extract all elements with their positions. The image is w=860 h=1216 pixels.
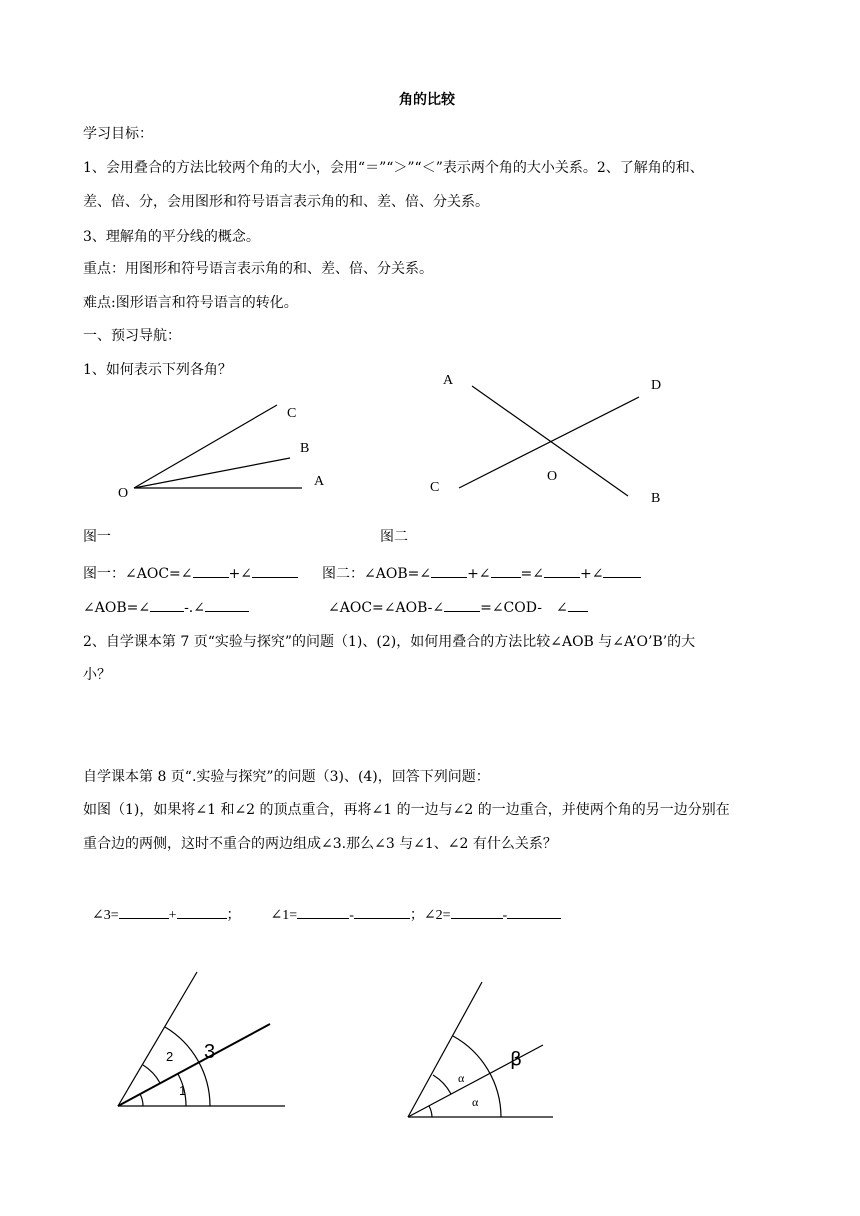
objective-3: 3、理解角的平分线的概念。 (83, 229, 260, 245)
fig2-label-d: D (651, 378, 662, 393)
fig2-label-c: C (430, 480, 440, 495)
objective-1-line2: 差、倍、分，会用图形和符号语言表示角的和、差、倍、分关系。 (83, 194, 489, 210)
objective-1-line1: 1、会用叠合的方法比较两个角的大小，会用“＝”“＞”“＜”表示两个角的大小关系。2、了解角的和、 (83, 160, 704, 176)
figure-2-caption: 图二 (380, 529, 408, 545)
fill-3-c: ∠2= (423, 908, 451, 923)
fill-3-sep2: ； (409, 908, 424, 923)
figure-1-caption: 图一 (83, 529, 111, 545)
fig1-label-b: B (300, 441, 310, 456)
fig3-label-3: 3 (204, 1041, 216, 1063)
fill-2-left-prefix: ∠AOB=∠ (83, 600, 151, 616)
key-point: 重点：用图形和符号语言表示角的和、差、倍、分关系。 (83, 261, 433, 277)
fill-1-left-prefix: 图一：∠AOC=∠ (83, 566, 193, 582)
fig4-label-alpha-bottom: α (472, 1095, 479, 1109)
fill-1-right-plus2: +∠ (580, 566, 604, 582)
fill-3-minus2: - (502, 908, 508, 923)
figure-question-line2: 重合边的两侧，这时不重合的两边组成∠3.那么∠3 与∠1、∠2 有什么关系？ (83, 836, 557, 852)
fill-1-right-eq: =∠ (520, 566, 545, 582)
page-title: 角的比较 (399, 92, 455, 108)
fig2-label-a: A (443, 373, 454, 388)
fig4-label-alpha-top: α (458, 1071, 465, 1085)
question-2-line2: 小？ (83, 667, 111, 683)
fill-3-minus1: - (349, 908, 354, 923)
question-2-line1: 2、自学课本第 7 页“实验与探究”的问题（1)、(2)，如何用叠合的方法比较∠AOB 与∠A’O’B’的大 (83, 634, 696, 650)
fill-2-right-prefix: ∠AOC=∠AOB-∠ (328, 600, 445, 616)
fig1-label-c: C (287, 406, 297, 421)
fill-1-right-prefix: 图二：∠AOB=∠ (322, 566, 432, 582)
fig3-label-1: 1 (179, 1083, 187, 1098)
fig3-label-2: 2 (166, 1049, 174, 1064)
fill-1-right-plus1: +∠ (467, 566, 491, 582)
fill-2-right-eq: =∠COD- (480, 600, 542, 616)
fill-2-left-minus: -.∠ (184, 600, 205, 616)
figure-question-line1: 如图（1)，如果将∠1 和∠2 的顶点重合，再将∠1 的一边与∠2 的一边重合，并使两个角的另一边分别在 (83, 802, 730, 818)
difficulty: 难点:图形语言和符号语言的转化。 (83, 295, 298, 311)
fill-3-plus: + (168, 908, 177, 923)
fill-1-left-plus: +∠ (228, 566, 252, 582)
fill-3-sep1: ； (226, 908, 241, 923)
question-1: 1、如何表示下列各角？ (83, 362, 232, 378)
fig1-label-a: A (314, 474, 325, 489)
fill-3-a: ∠3= (92, 908, 119, 923)
objectives-heading: 学习目标： (83, 126, 153, 142)
fill-3-b: ∠1= (270, 908, 298, 923)
fig2-label-o: O (547, 469, 558, 484)
fill-2-right-angle: ∠ (555, 600, 568, 616)
fig1-label-o: O (118, 486, 129, 501)
fig2-label-b: B (651, 491, 661, 506)
self-study-line: 自学课本第 8 页“.实验与探究”的问题（3)、(4)，回答下列问题： (83, 769, 490, 785)
fig4-label-beta: β (510, 1048, 523, 1070)
section-preview: 一、预习导航： (83, 328, 181, 344)
